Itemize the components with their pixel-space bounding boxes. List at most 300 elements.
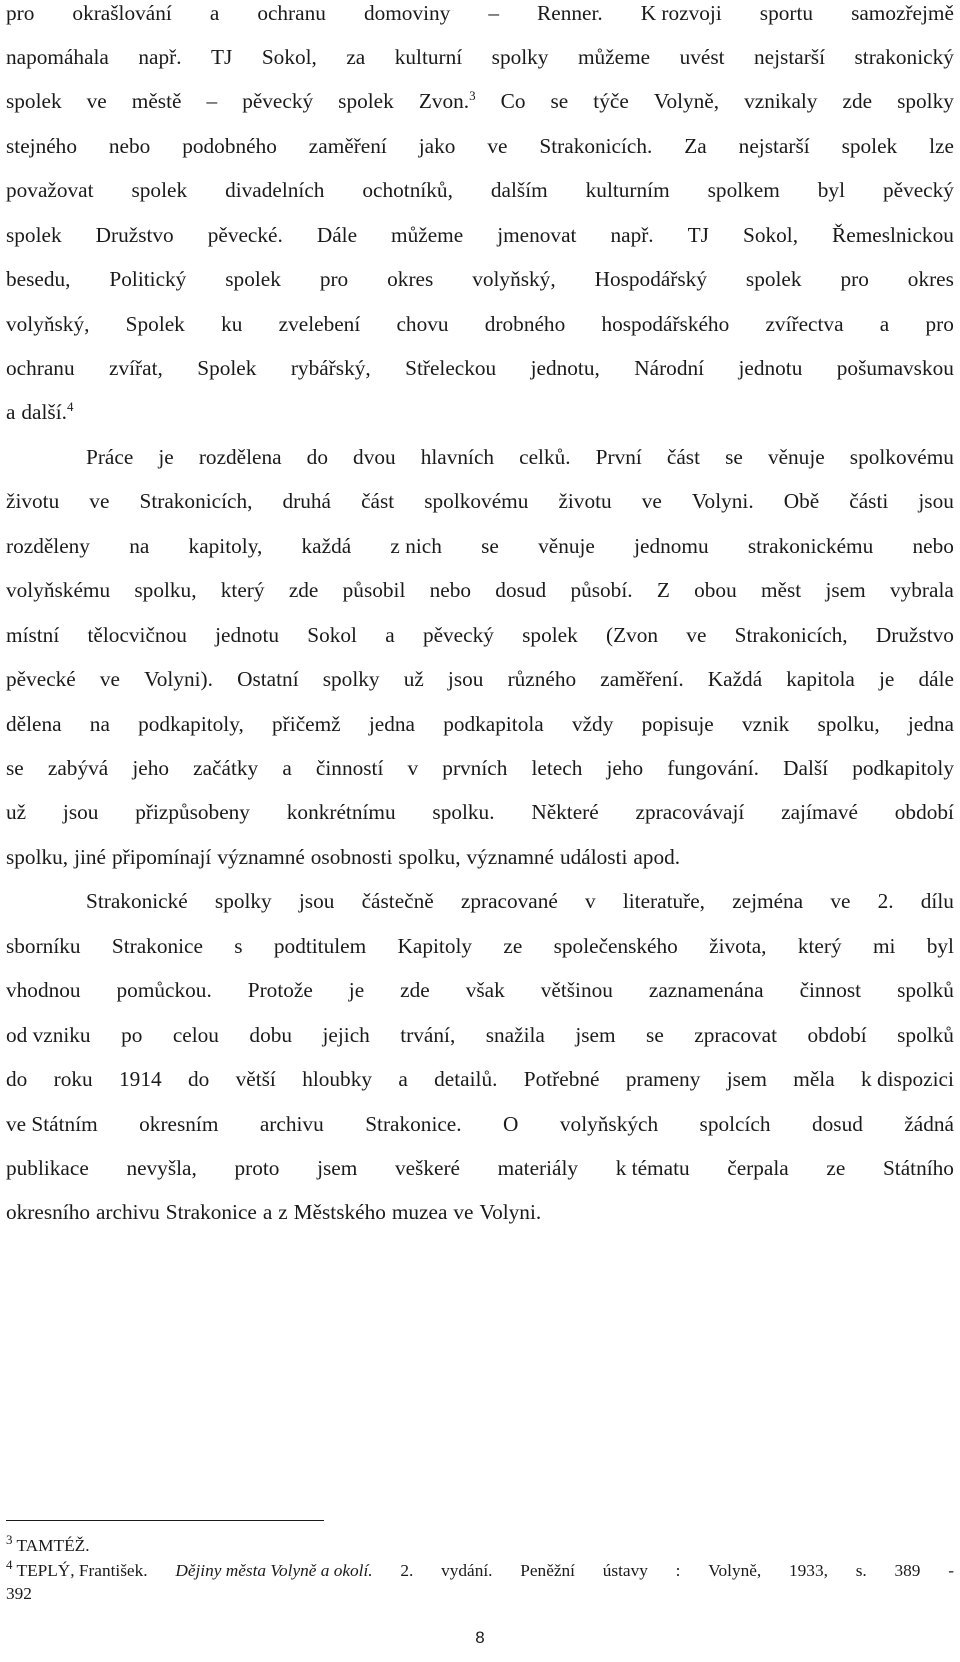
text-line (6, 1155, 954, 1201)
word: spolek (522, 623, 578, 647)
text-line (6, 355, 954, 401)
word: Z (656, 578, 670, 602)
word: jsem (317, 1156, 358, 1180)
word: ku (221, 312, 243, 336)
word: Hospodářský (594, 267, 707, 291)
word: stejného (6, 134, 77, 158)
word: se (481, 534, 499, 558)
word: a (398, 1067, 408, 1091)
word: roku (53, 1067, 93, 1091)
word: spolek (6, 223, 62, 247)
word: se (725, 445, 743, 469)
word: zpracovávají (635, 800, 745, 824)
word: po (121, 1023, 143, 1047)
word: lze (929, 134, 954, 158)
word: sportu (759, 1, 814, 25)
word: např. (610, 223, 654, 247)
word: spolek (745, 267, 802, 291)
word: jedna (907, 712, 954, 736)
word: napomáhala (6, 45, 109, 69)
text-line (6, 1066, 954, 1112)
word: kulturním (585, 178, 670, 202)
word: byl (926, 934, 954, 958)
word: spolky (897, 89, 954, 113)
word: jednomu (634, 534, 709, 558)
word: pro (319, 267, 349, 291)
word: za (346, 45, 366, 69)
word: spolky (214, 889, 272, 913)
word: čerpala (727, 1156, 789, 1180)
word: Zvon.$^3$ (418, 87, 476, 113)
word: celků. (519, 445, 571, 469)
word: ve (89, 489, 110, 513)
word: muzea (391, 1200, 448, 1224)
word: životu (6, 489, 60, 513)
word: dílu (920, 889, 954, 913)
word: z (278, 1200, 288, 1224)
word: dalším (490, 178, 548, 202)
page-number: 8 (475, 1628, 485, 1647)
footnote-word: : (675, 1561, 681, 1580)
word: letech (531, 756, 583, 780)
word: část (361, 489, 395, 513)
word: dosud (495, 578, 547, 602)
word: pro (840, 267, 869, 291)
word: fungování. (667, 756, 759, 780)
word: drobného (484, 312, 566, 336)
word: jedna (368, 712, 415, 736)
footnote-4 (6, 1557, 954, 1582)
word: spolky (322, 667, 380, 691)
word: Strakonice. (365, 1112, 462, 1136)
word: Práce (86, 445, 134, 469)
word: rybářský, (290, 356, 371, 380)
word: konkrétnímu (286, 800, 396, 824)
word: Národní (634, 356, 705, 380)
word: (Zvon (606, 623, 659, 647)
word: spolku, (398, 845, 461, 869)
word: 1914 (119, 1067, 162, 1091)
word: Družstvo (95, 223, 174, 247)
word: Volyni. (691, 489, 754, 513)
word: spolky (491, 45, 549, 69)
word: volyňský, (472, 267, 556, 291)
word: v (585, 889, 596, 913)
word: působí. (570, 578, 633, 602)
word: chovu (396, 312, 449, 336)
word: nebo (912, 534, 954, 558)
word: ochranu (6, 356, 75, 380)
word: jsou (62, 800, 99, 824)
word: považovat (6, 178, 94, 202)
word: zajímavé (781, 800, 858, 824)
word: Strakonicích, (734, 623, 848, 647)
word: a (209, 1, 220, 25)
word: Řemeslnickou (832, 223, 954, 247)
word: který (797, 934, 842, 958)
text-line (6, 711, 954, 757)
word: měst (760, 578, 802, 602)
text-line (6, 266, 954, 312)
word: pěvecké. (207, 223, 283, 247)
word: se (646, 1023, 664, 1047)
word: události (559, 845, 628, 869)
text-line (6, 533, 954, 579)
word: Politický (109, 267, 187, 291)
footnote-book-title: Dějiny města Volyně a okolí. (175, 1561, 373, 1580)
word: druhá (282, 489, 331, 513)
text-line (6, 0, 954, 46)
word: každá (301, 534, 352, 558)
word: tělocvičnou (87, 623, 187, 647)
word: Střeleckou (405, 356, 497, 380)
word: jsou (918, 489, 954, 513)
word: okresním (139, 1112, 219, 1136)
word: různého (507, 667, 577, 691)
word: snažila (485, 1023, 545, 1047)
text-line (6, 44, 954, 90)
footnote-4-continuation: 392 (6, 1584, 32, 1603)
word: trvání, (400, 1023, 456, 1047)
word: jsem (825, 578, 866, 602)
word: však (465, 978, 505, 1002)
word: další.$^4$ (21, 398, 74, 424)
word: ve (641, 489, 662, 513)
word: detailů. (434, 1067, 498, 1091)
word: jeho (132, 756, 170, 780)
word: jsem (726, 1067, 767, 1091)
word: ochranu (257, 1, 326, 25)
word: činností (315, 756, 384, 780)
word: 2. (877, 889, 894, 913)
word: samozřejmě (851, 1, 954, 25)
word: spolkovému (849, 445, 954, 469)
word: hloubky (302, 1067, 372, 1091)
word: spolku. (432, 800, 495, 824)
word: už (403, 667, 424, 691)
word: ve Státním (6, 1112, 98, 1136)
word: osobnosti (310, 845, 393, 869)
word: jiné (74, 845, 107, 869)
word: ve (99, 667, 120, 691)
word: můžeme (391, 223, 464, 247)
word: spolkovému (424, 489, 529, 513)
word: zejména (732, 889, 804, 913)
word: pěvecký (242, 89, 314, 113)
word: Strakonicích. (539, 134, 653, 158)
word: podkapitoly (852, 756, 954, 780)
word: Sokol, (261, 45, 317, 69)
word: Strakonicích, (139, 489, 253, 513)
word: vznik (741, 712, 790, 736)
word: a (262, 1200, 273, 1224)
word: dále (918, 667, 954, 691)
word: veškeré (394, 1156, 460, 1180)
word: část (666, 445, 701, 469)
word: uvést (679, 45, 725, 69)
word: se (6, 756, 24, 780)
word: K rozvoji (640, 1, 722, 25)
word: Každá (707, 667, 763, 691)
text-line (6, 133, 954, 179)
text-line (6, 1111, 954, 1157)
word: působil (342, 578, 406, 602)
word: ve (86, 89, 107, 113)
word: jednotu (738, 356, 803, 380)
text-line (6, 399, 954, 445)
text-line (6, 577, 954, 623)
word: Kapitoly (397, 934, 473, 958)
text-line (6, 311, 954, 357)
word: – (488, 1, 499, 25)
word: nejstarší (754, 45, 826, 69)
footnote-reference: 4 (66, 398, 74, 414)
word: publikace (6, 1156, 89, 1180)
word: volyňský, (6, 312, 90, 336)
word: Dále (316, 223, 358, 247)
word: do (6, 1067, 28, 1091)
footnote-number: 3 (6, 1532, 13, 1548)
word: TJ (687, 223, 709, 247)
word: spolku, (134, 578, 197, 602)
word: jednotu (215, 623, 280, 647)
word: částečně (361, 889, 434, 913)
word: připomínají (111, 845, 212, 869)
word: věnuje (538, 534, 595, 558)
text-line (6, 888, 954, 934)
word: většinou (540, 978, 613, 1002)
word: vybrala (889, 578, 954, 602)
word: okrašlování (72, 1, 172, 25)
word: sborníku (6, 934, 81, 958)
word: na (89, 712, 110, 736)
word: do (306, 445, 328, 469)
word: zpracované (460, 889, 558, 913)
word: Obě (783, 489, 820, 513)
word: části (849, 489, 889, 513)
word: období (894, 800, 954, 824)
word: jednotu, (530, 356, 600, 380)
word: který (220, 578, 265, 602)
word: zde (400, 978, 430, 1002)
word: rozděleny (6, 534, 90, 558)
word: spolků (897, 978, 954, 1002)
word: spolku, (817, 712, 880, 736)
footnote-word: Volyně, (708, 1561, 762, 1580)
word: Strakonické (86, 889, 188, 913)
footnote-reference: 3 (469, 87, 476, 103)
word: a (282, 756, 292, 780)
word: měla (793, 1067, 835, 1091)
footnote-author: TEPLÝ, František. (16, 1561, 148, 1580)
word: archivu (95, 1200, 160, 1224)
word: dvou (353, 445, 396, 469)
footnote-text: TAMTÉŽ. (16, 1536, 90, 1555)
word: TJ (211, 45, 233, 69)
word: a (879, 312, 890, 336)
word: strakonický (854, 45, 954, 69)
text-line (6, 977, 954, 1023)
word: jako (418, 134, 456, 158)
word: kapitola (786, 667, 855, 691)
word: Volyni. (479, 1200, 542, 1224)
word: materiály (497, 1156, 579, 1180)
word: Městského (293, 1200, 386, 1224)
word: ve (686, 623, 707, 647)
text-line (6, 1022, 954, 1068)
word: jsou (447, 667, 484, 691)
word: Co (500, 89, 526, 113)
word: hospodářského (601, 312, 730, 336)
word: dosud (811, 1112, 863, 1136)
word: proto (234, 1156, 280, 1180)
word: přičemž (272, 712, 341, 736)
word: věnuje (767, 445, 825, 469)
word: literatuře, (622, 889, 706, 913)
word: zaměření (308, 134, 387, 158)
word: k tématu (615, 1156, 690, 1180)
word: Spolek (125, 312, 185, 336)
footnote-word: vydání. (441, 1561, 493, 1580)
text-line (6, 933, 954, 979)
word: Družstvo (875, 623, 954, 647)
word: zvířectva (765, 312, 844, 336)
word: okresního (6, 1200, 90, 1224)
footnote-word: 1933, (789, 1561, 828, 1580)
word: týče (593, 89, 629, 113)
word: apod. (633, 845, 681, 869)
word: zvelebení (278, 312, 361, 336)
word: Ostatní (237, 667, 299, 691)
word: obou (694, 578, 737, 602)
word: pěvecký (882, 178, 954, 202)
word: Další (783, 756, 829, 780)
word: Renner. (537, 1, 603, 25)
word: spolek (841, 134, 898, 158)
text-line (6, 1199, 954, 1245)
word: ze (826, 1156, 846, 1180)
word: vždy (571, 712, 614, 736)
word: nejstarší (738, 134, 810, 158)
word: nebo (108, 134, 151, 158)
word: nebo (429, 578, 472, 602)
word: životu (558, 489, 612, 513)
word: První (595, 445, 642, 469)
word: pěvecké (6, 667, 76, 691)
word: ochotníků, (362, 178, 453, 202)
text-line (6, 844, 954, 890)
word: mi (872, 934, 896, 958)
text-line (6, 222, 954, 268)
word: podkapitoly, (138, 712, 244, 736)
word: Státního (882, 1156, 954, 1180)
word: spolcích (699, 1112, 771, 1136)
word: ve (830, 889, 851, 913)
word: Volyni). (144, 667, 213, 691)
word: činnost (799, 978, 862, 1002)
word: spolků (897, 1023, 954, 1047)
word: prameny (625, 1067, 701, 1091)
word: dobu (249, 1023, 293, 1047)
word: nevyšla, (126, 1156, 197, 1180)
footnote-word: 2. (400, 1561, 414, 1580)
word: přizpůsobeny (135, 800, 250, 824)
word: na (129, 534, 150, 558)
word: pošumavskou (836, 356, 954, 380)
word: jsou (298, 889, 335, 913)
word: ve (453, 1200, 474, 1224)
word: pěvecký (422, 623, 494, 647)
word: významné (217, 845, 305, 869)
word: volyňských (559, 1112, 659, 1136)
word: jeho (606, 756, 644, 780)
word: kulturní (394, 45, 463, 69)
word: z nich (390, 534, 442, 558)
word: už (6, 800, 27, 824)
word: významné (466, 845, 554, 869)
word: rozdělena (198, 445, 282, 469)
word: spolek (225, 267, 281, 291)
word: místní (6, 623, 60, 647)
word: zde (842, 89, 873, 113)
word: podobného (182, 134, 277, 158)
word: Potřebné (523, 1067, 600, 1091)
word: můžeme (577, 45, 651, 69)
word: zaměření. (600, 667, 684, 691)
word: a (6, 400, 16, 424)
word: byl (817, 178, 845, 202)
word: – (206, 89, 218, 113)
word: zpracovat (694, 1023, 778, 1047)
word: společenského (553, 934, 678, 958)
word: Za (684, 134, 707, 158)
word: spolkem (707, 178, 780, 202)
footnote-word: Peněžní (520, 1561, 575, 1580)
word: Spolek (197, 356, 257, 380)
word: Volyně, (653, 89, 720, 113)
word: se (550, 89, 569, 113)
word: spolku, (6, 845, 69, 869)
word: podtitulem (273, 934, 367, 958)
word: podkapitola (443, 712, 544, 736)
text-line (6, 177, 954, 223)
word: Strakonice (111, 934, 203, 958)
word: městě (131, 89, 182, 113)
word: Sokol, (742, 223, 799, 247)
word: divadelních (225, 178, 325, 202)
word: archivu (259, 1112, 324, 1136)
word: jsem (575, 1023, 616, 1047)
word: začátky (193, 756, 259, 780)
word: pro (925, 312, 954, 336)
text-line (6, 755, 954, 801)
word: O (503, 1112, 519, 1136)
text-line (6, 666, 954, 712)
text-line (6, 488, 954, 534)
footnote-word: - (948, 1561, 954, 1580)
word: ze (503, 934, 523, 958)
footnote-word: s. (855, 1561, 867, 1580)
word: např. (138, 45, 182, 69)
word: s (234, 934, 243, 958)
text-line (6, 444, 954, 490)
word: hlavních (420, 445, 495, 469)
word: a (385, 623, 395, 647)
word: vhodnou (6, 978, 81, 1002)
word: k dispozici (861, 1067, 954, 1091)
word: žádná (904, 1112, 954, 1136)
word: zvířat, (109, 356, 163, 380)
